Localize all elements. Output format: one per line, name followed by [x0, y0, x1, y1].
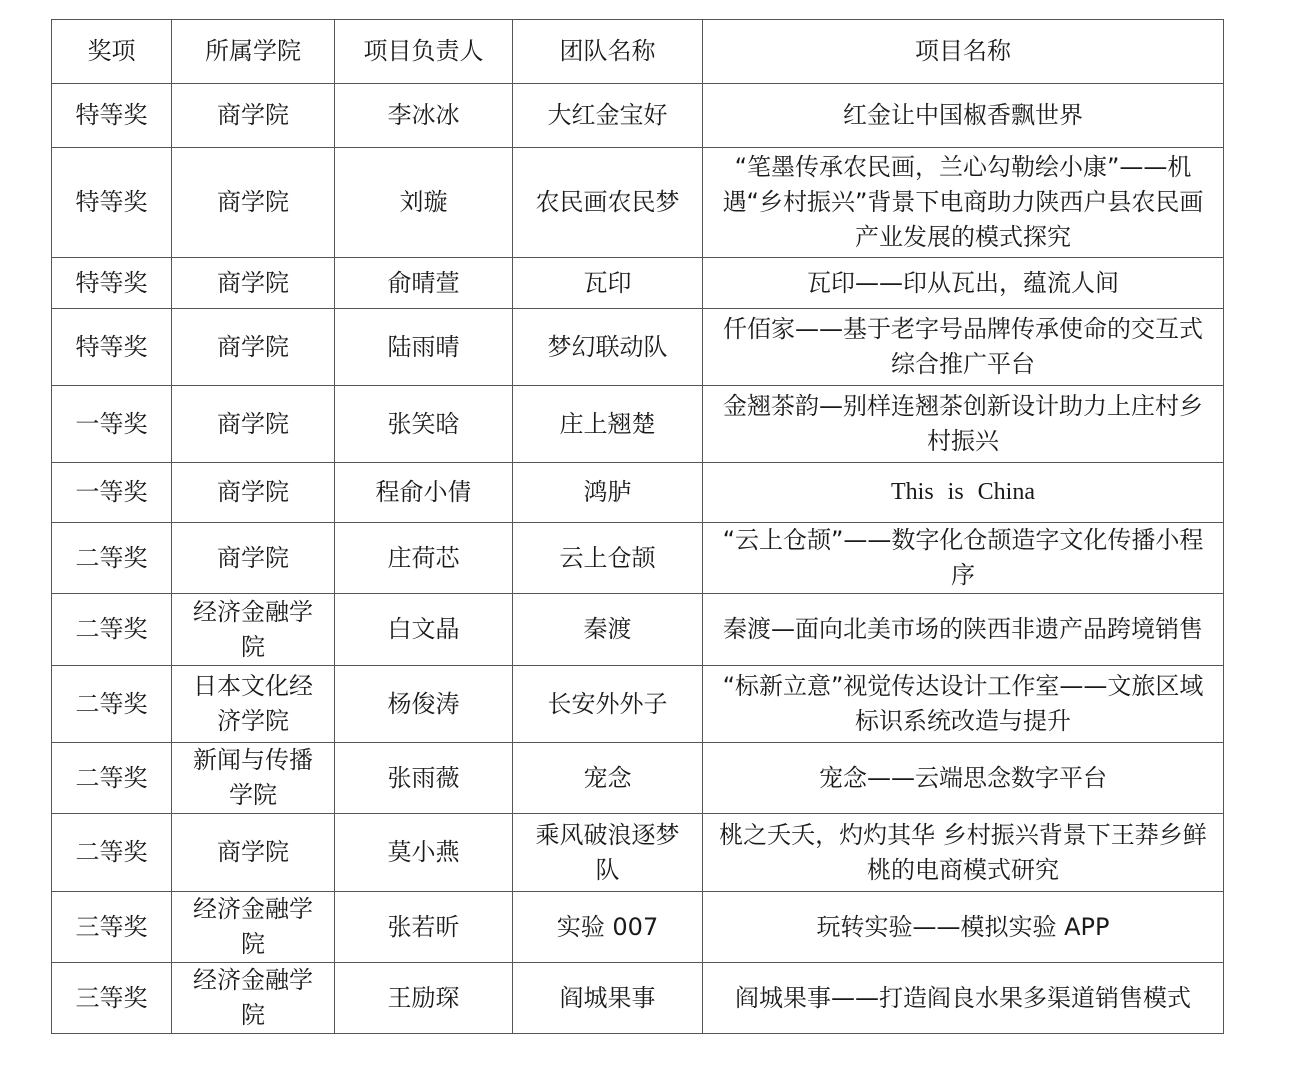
- college-cell: 经济金融学院: [172, 963, 335, 1034]
- project-cell: 仟佰家——基于老字号品牌传承使命的交互式综合推广平台: [703, 309, 1224, 386]
- leader-cell: 王励琛: [335, 963, 513, 1034]
- team-cell: 大红金宝好: [513, 84, 703, 148]
- table-row: [52, 666, 1224, 743]
- table-row: [52, 743, 1224, 814]
- leader-cell: 程俞小倩: [335, 463, 513, 523]
- leader-cell: 俞晴萱: [335, 258, 513, 309]
- project-cell: 阎城果事——打造阎良水果多渠道销售模式: [703, 963, 1224, 1034]
- header-college: 所属学院: [172, 20, 335, 84]
- leader-cell: 张若昕: [335, 892, 513, 963]
- award-cell: 一等奖: [52, 386, 172, 463]
- table-row: [52, 594, 1224, 666]
- leader-cell: 莫小燕: [335, 814, 513, 892]
- team-cell: 乘风破浪逐梦队: [513, 814, 703, 892]
- awards-table: [51, 19, 1224, 1034]
- award-cell: 特等奖: [52, 309, 172, 386]
- leader-cell: 陆雨晴: [335, 309, 513, 386]
- college-cell: 商学院: [172, 814, 335, 892]
- header-award: 奖项: [52, 20, 172, 84]
- college-cell: 商学院: [172, 84, 335, 148]
- table-row: [52, 463, 1224, 523]
- college-cell: 商学院: [172, 386, 335, 463]
- header-project: 项目名称: [703, 20, 1224, 84]
- project-cell: 瓦印——印从瓦出，蕴流人间: [703, 258, 1224, 309]
- team-cell: 云上仓颉: [513, 523, 703, 594]
- college-cell: 新闻与传播学院: [172, 743, 335, 814]
- header-row: [52, 20, 1224, 84]
- award-cell: 特等奖: [52, 84, 172, 148]
- college-cell: 经济金融学院: [172, 892, 335, 963]
- leader-cell: 刘璇: [335, 148, 513, 258]
- leader-cell: 杨俊涛: [335, 666, 513, 743]
- award-cell: 三等奖: [52, 963, 172, 1034]
- team-cell: 阎城果事: [513, 963, 703, 1034]
- team-cell: 实验 007: [513, 892, 703, 963]
- college-cell: 日本文化经济学院: [172, 666, 335, 743]
- award-cell: 二等奖: [52, 594, 172, 666]
- project-cell: 宠念——云端思念数字平台: [703, 743, 1224, 814]
- table-row: [52, 148, 1224, 258]
- table-row: [52, 84, 1224, 148]
- leader-cell: 白文晶: [335, 594, 513, 666]
- team-cell: 秦渡: [513, 594, 703, 666]
- table-row: [52, 523, 1224, 594]
- award-cell: 三等奖: [52, 892, 172, 963]
- award-cell: 特等奖: [52, 258, 172, 309]
- table-row: [52, 963, 1224, 1034]
- team-cell: 梦幻联动队: [513, 309, 703, 386]
- project-cell: 红金让中国椒香飘世界: [703, 84, 1224, 148]
- header-leader: 项目负责人: [335, 20, 513, 84]
- project-cell: “云上仓颉”——数字化仓颉造字文化传播小程序: [703, 523, 1224, 594]
- award-cell: 二等奖: [52, 743, 172, 814]
- award-cell: 特等奖: [52, 148, 172, 258]
- team-cell: 宠念: [513, 743, 703, 814]
- team-cell: 长安外外子: [513, 666, 703, 743]
- college-cell: 商学院: [172, 258, 335, 309]
- college-cell: 经济金融学院: [172, 594, 335, 666]
- project-cell: “标新立意”视觉传达设计工作室——文旅区域标识系统改造与提升: [703, 666, 1224, 743]
- award-cell: 二等奖: [52, 666, 172, 743]
- team-cell: 鸿胪: [513, 463, 703, 523]
- project-cell: 秦渡—面向北美市场的陕西非遗产品跨境销售: [703, 594, 1224, 666]
- project-cell: This is China: [703, 463, 1224, 523]
- header-team: 团队名称: [513, 20, 703, 84]
- leader-cell: 李冰冰: [335, 84, 513, 148]
- project-cell: 玩转实验——模拟实验 APP: [703, 892, 1224, 963]
- award-cell: 一等奖: [52, 463, 172, 523]
- college-cell: 商学院: [172, 523, 335, 594]
- team-cell: 农民画农民梦: [513, 148, 703, 258]
- table-row: [52, 892, 1224, 963]
- table-row: [52, 309, 1224, 386]
- award-cell: 二等奖: [52, 814, 172, 892]
- leader-cell: 张笑晗: [335, 386, 513, 463]
- leader-cell: 庄荷芯: [335, 523, 513, 594]
- project-cell: “笔墨传承农民画，兰心勾勒绘小康”——机遇“乡村振兴”背景下电商助力陕西户县农民画产业发展的模式探究: [703, 148, 1224, 258]
- team-cell: 庄上翘楚: [513, 386, 703, 463]
- project-cell: 金翘茶韵—别样连翘茶创新设计助力上庄村乡村振兴: [703, 386, 1224, 463]
- college-cell: 商学院: [172, 309, 335, 386]
- table-row: [52, 814, 1224, 892]
- project-cell: 桃之夭夭，灼灼其华 乡村振兴背景下王莽乡鲜桃的电商模式研究: [703, 814, 1224, 892]
- table-row: [52, 258, 1224, 309]
- leader-cell: 张雨薇: [335, 743, 513, 814]
- college-cell: 商学院: [172, 148, 335, 258]
- team-cell: 瓦印: [513, 258, 703, 309]
- table-row: [52, 386, 1224, 463]
- college-cell: 商学院: [172, 463, 335, 523]
- award-cell: 二等奖: [52, 523, 172, 594]
